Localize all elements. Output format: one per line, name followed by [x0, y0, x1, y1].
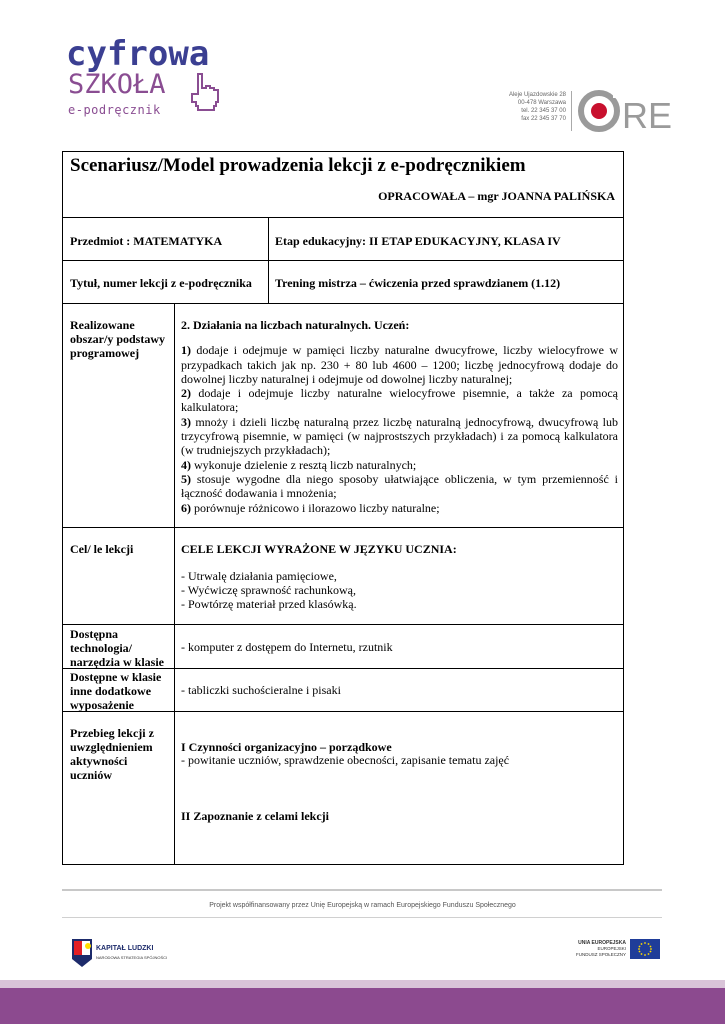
- cyfrowa-szkola-logo: [66, 36, 226, 122]
- lesson-goal-label: Cel/ le lekcji: [70, 542, 134, 556]
- kapital-ludzki-emblem-icon: [70, 937, 94, 969]
- goal-item: - Wyćwiczę sprawność rachunkową,: [181, 583, 356, 597]
- lesson-goal-list: [181, 569, 357, 611]
- lesson-course-label: Przebieg lekcji z uwzględnieniem aktywności uczniów: [70, 726, 154, 782]
- footer-divider: [62, 917, 662, 918]
- ore-address: [488, 91, 566, 123]
- address-line: 00-478 Warszawa: [517, 100, 566, 106]
- curriculum-areas-content: [181, 318, 618, 515]
- goal-item: - Utrwalę działania pamięciowe,: [181, 569, 337, 583]
- header-divider: [571, 91, 572, 131]
- column-divider: [268, 217, 269, 303]
- lesson-title-label: Tytuł, numer lekcji z e-podręcznika: [70, 276, 252, 290]
- technology-label: Dostępna technologia/ narzędzia w klasie: [70, 627, 164, 669]
- curriculum-areas-label: Realizowane obszar/y podstawy programowej: [70, 318, 166, 360]
- equipment-label: Dostępne w klasie inne dodatkowe wyposażenie: [70, 670, 162, 712]
- eu-flag-icon: [630, 939, 660, 959]
- row-divider: [63, 527, 623, 528]
- goal-item: - Powtórzę materiał przed klasówką.: [181, 597, 357, 611]
- curriculum-item: 1) dodaje i odejmuje w pamięci liczby naturalne dwucyfrowe, liczby wielocyfrowe w przypadkach takich jak np. 230 + 80 lub 4600 – 1200; liczbę jednocyfrową dodaje do dowolnej liczby naturalnej i odejmuje od dowolnej liczby naturalnej;: [181, 343, 618, 386]
- document-title: Scenariusz/Model prowadzenia lekcji z e-podręcznikiem: [70, 155, 526, 176]
- row-divider: [63, 217, 623, 218]
- ore-logo: [577, 88, 673, 134]
- kapital-ludzki-title: KAPITAŁ LUDZKI: [96, 945, 154, 952]
- kapital-ludzki-subtitle: NARODOWA STRATEGIA SPÓJNOŚCI: [96, 955, 168, 960]
- eu-logo-text: UNIA EUROPEJSKA EUROPEJSKI FUNDUSZ SPOŁECZNY: [575, 940, 626, 957]
- course-section-text: - powitanie uczniów, sprawdzenie obecności, zapisanie tematu zajęć: [181, 753, 510, 767]
- curriculum-item: 6) porównuje różnicowo i ilorazowo liczby naturalne;: [181, 500, 440, 515]
- technology-value: - komputer z dostępem do Internetu, rzutnik: [181, 640, 393, 654]
- curriculum-item: 5) stosuje wygodne dla niego sposoby ułatwiające obliczenia, w tym przemienność i łączność dodawania i mnożenia;: [181, 471, 618, 501]
- row-divider: [63, 260, 623, 261]
- pointing-hand-icon: [190, 72, 224, 112]
- lesson-goal-heading: CELE LEKCJI WYRAŻONE W JĘZYKU UCZNIA:: [181, 542, 457, 556]
- footer-band-light: [0, 980, 725, 988]
- logo-line-epodrecznik: e-podręcznik: [68, 103, 161, 117]
- address-line: fax 22 345 37 70: [521, 116, 566, 122]
- column-divider: [174, 303, 175, 864]
- eu-logo: [570, 939, 660, 963]
- curriculum-item: 4) wykonuje dzielenie z resztą liczb naturalnych;: [181, 457, 417, 472]
- footer-divider: [62, 889, 662, 891]
- logo-line-szkola: SZKOŁA: [68, 69, 166, 100]
- lesson-title-value: Trening mistrza – ćwiczenia przed sprawdzianem (1.12): [275, 276, 561, 290]
- logo-line-cyfrowa: cyfrowa: [66, 34, 210, 74]
- course-section-title: I Czynności organizacyjno – porządkowe: [181, 740, 392, 754]
- cofinance-note: Projekt współfinansowany przez Unię Europejską w ramach Europejskiego Funduszu Społecznego: [209, 902, 516, 909]
- ore-logo-text: RE: [622, 95, 673, 134]
- document-author: OPRACOWAŁA – mgr JOANNA PALIŃSKA: [378, 189, 615, 203]
- stage-label: Etap edukacyjny: II ETAP EDUKACYJNY, KLASA IV: [275, 234, 561, 248]
- curriculum-item: 3) mnoży i dzieli liczbę naturalną przez liczbę naturalną jednocyfrową, dwucyfrową lub trzycyfrową pisemnie, w pamięci (w najprostszych przykładach) i za pomocą kalkulatora (w trudniejszych przykładach);: [181, 414, 618, 458]
- course-section-title: II Zapoznanie z celami lekcji: [181, 809, 329, 823]
- kapital-ludzki-logo: [70, 937, 180, 971]
- footer-band-dark: [0, 988, 725, 1024]
- row-divider: [63, 303, 623, 304]
- curriculum-item: 2) dodaje i odejmuje liczby naturalne wielocyfrowe pisemnie, a także za pomocą kalkulatora;: [181, 386, 618, 415]
- address-line: Aleje Ujazdowskie 28: [508, 92, 566, 98]
- curriculum-heading: 2. Działania na liczbach naturalnych. Uczeń:: [181, 318, 410, 332]
- address-line: tel. 22 345 37 00: [521, 108, 566, 114]
- lesson-scenario-table: [62, 151, 624, 865]
- row-divider: [63, 624, 623, 625]
- equipment-value: - tabliczki suchościeralne i pisaki: [181, 683, 341, 697]
- subject-label: Przedmiot : MATEMATYKA: [70, 234, 223, 248]
